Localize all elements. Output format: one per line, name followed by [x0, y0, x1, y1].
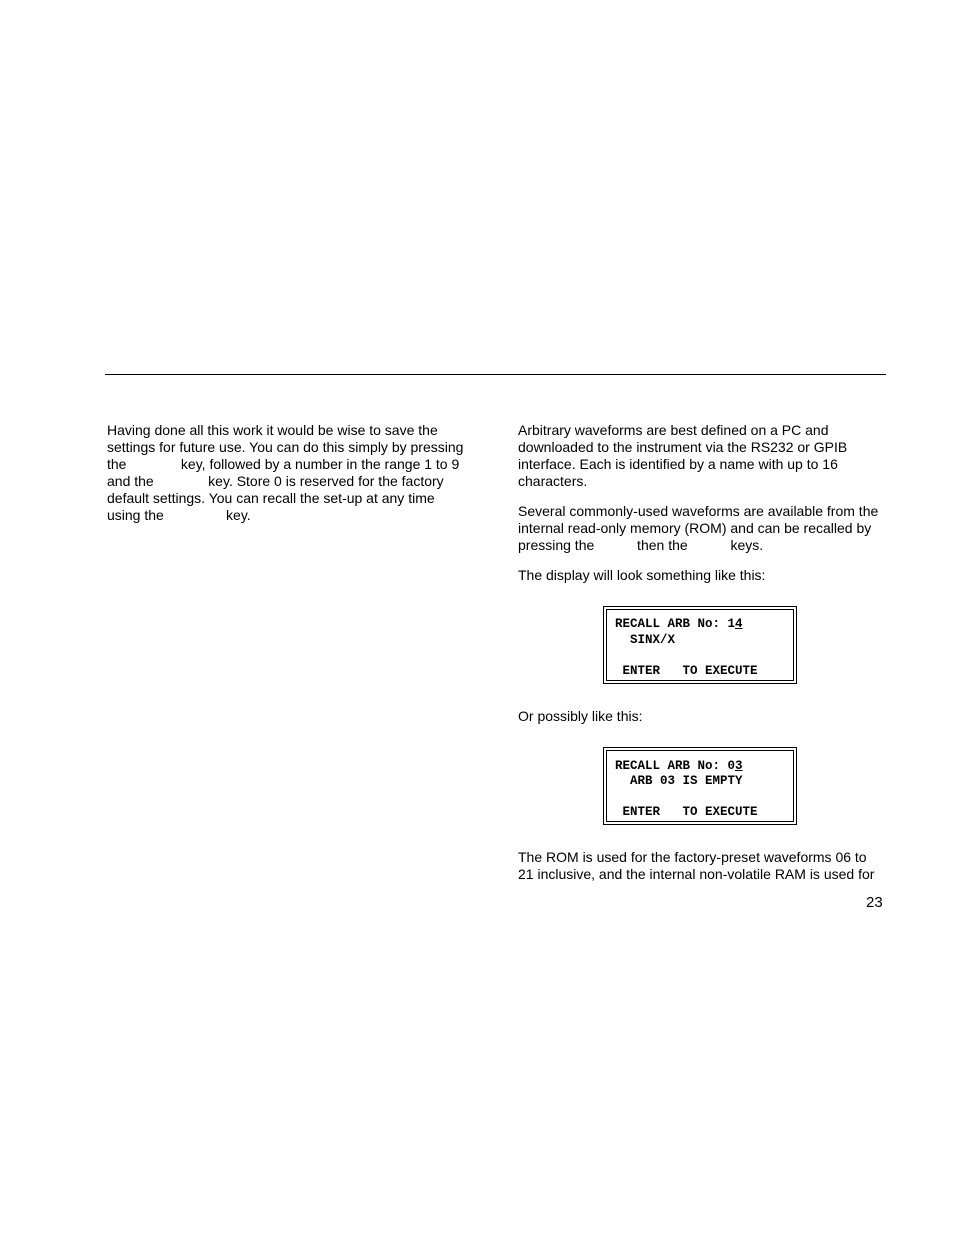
lcd-line-2: SINX/X — [615, 633, 676, 647]
lcd-display-example-2 — [603, 747, 797, 825]
lcd-cursor-digit: 3 — [735, 759, 743, 773]
text-line: characters. — [518, 473, 588, 489]
text-line: The ROM is used for the factory-preset waveforms 06 to — [518, 849, 867, 865]
lcd-line-1-text: RECALL ARB No: 0 — [615, 759, 736, 773]
right-paragraph-2 — [518, 503, 878, 554]
text-line: 21 inclusive, and the internal non-volatile RAM is used for — [518, 866, 875, 882]
text-line: Several commonly-used waveforms are available from the — [518, 503, 879, 519]
right-paragraph-5 — [518, 849, 874, 883]
lcd-line-2: ARB 03 IS EMPTY — [615, 774, 743, 788]
text-line: the key, followed by a number in the range 1 to 9 — [107, 456, 460, 472]
right-paragraph-3 — [518, 567, 765, 584]
text-line: downloaded to the instrument via the RS232 or GPIB — [518, 439, 848, 455]
page-number: 23 — [866, 894, 883, 911]
text-line: Or possibly like this: — [518, 708, 643, 724]
text-line: The display will look something like this: — [518, 567, 766, 583]
text-line: Having done all this work it would be wise to save the — [107, 422, 438, 438]
text-line: pressing the then the keys. — [518, 537, 764, 553]
lcd-line-3: ENTER TO EXECUTE — [615, 664, 758, 678]
right-paragraph-4 — [518, 708, 642, 725]
text-line: settings for future use. You can do this simply by pressing — [107, 439, 464, 455]
text-line: default settings. You can recall the set-up at any time — [107, 490, 435, 506]
section-rule — [105, 374, 886, 375]
lcd-cursor-digit: 4 — [735, 617, 743, 631]
lcd-line-3: ENTER TO EXECUTE — [615, 805, 758, 819]
text-line: Arbitrary waveforms are best defined on a PC and — [518, 422, 829, 438]
text-line: using the key. — [107, 507, 251, 523]
text-line: internal read-only memory (ROM) and can be recalled by — [518, 520, 872, 536]
text-line: and the key. Store 0 is reserved for the factory — [107, 473, 444, 489]
right-paragraph-1 — [518, 422, 847, 490]
lcd-line-1 — [615, 617, 743, 631]
lcd-line-1 — [615, 759, 743, 773]
lcd-line-1-text: RECALL ARB No: 1 — [615, 617, 736, 631]
lcd-display-example-1 — [603, 606, 797, 684]
left-paragraph — [107, 422, 463, 524]
text-line: interface. Each is identified by a name with up to 16 — [518, 456, 838, 472]
